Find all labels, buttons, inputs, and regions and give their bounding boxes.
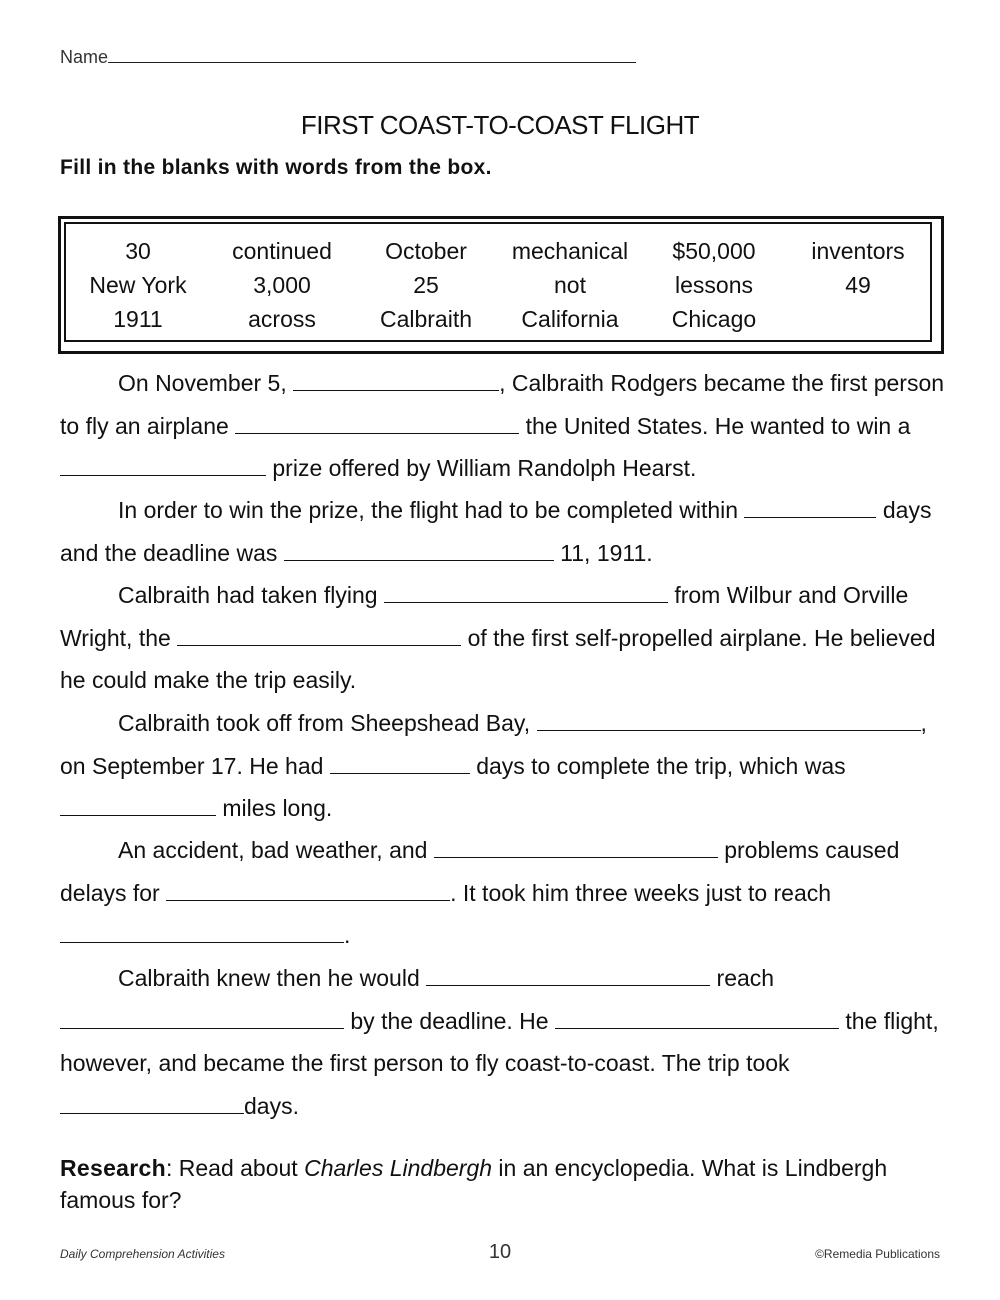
paragraph-3 (60, 574, 950, 702)
blank-6[interactable] (384, 578, 668, 603)
p1-text-b: , Calbraith Rodgers became the first person to fly an airplane (60, 370, 945, 439)
blank-14[interactable] (426, 961, 710, 986)
word-continued: continued (232, 238, 332, 264)
word-3000: 3,000 (253, 272, 311, 298)
name-label: Name (60, 47, 109, 67)
p1-text-a: On November 5, (118, 370, 287, 396)
paragraph-6 (60, 957, 950, 1127)
instructions: Fill in the blanks with words from the box. (60, 156, 492, 179)
footer-book-title: Daily Comprehension Activities (60, 1247, 225, 1261)
word-october: October (385, 238, 467, 264)
word-not: not (554, 272, 586, 298)
p3-text-a: Calbraith had taken flying (118, 582, 378, 608)
word-box-inner (64, 222, 932, 342)
page-number: 10 (488, 1241, 512, 1263)
word-49: 49 (845, 272, 871, 298)
name-field (60, 46, 636, 68)
p3-text-b: from Wilbur and Orville Wright, the (60, 582, 909, 651)
word-row-1 (66, 238, 930, 272)
p6-text-b: reach (716, 965, 775, 991)
word-california: California (521, 306, 619, 332)
research-prompt (60, 1152, 940, 1216)
p1-text-d: prize offered by William Randolph Hearst. (272, 455, 697, 481)
name-blank[interactable] (108, 46, 636, 63)
research-subject: Charles Lindbergh (304, 1155, 493, 1181)
blank-1[interactable] (293, 366, 499, 391)
blank-9[interactable] (330, 749, 470, 774)
research-label: Research (60, 1155, 166, 1181)
p4-text-c: days to complete the trip, which was (476, 752, 846, 779)
blank-15[interactable] (60, 1004, 344, 1029)
blank-17[interactable] (60, 1089, 244, 1114)
page-title: FIRST COAST-TO-COAST FLIGHT (300, 110, 700, 140)
p6-text-a: Calbraith knew then he would (118, 965, 420, 991)
word-row-3 (66, 306, 930, 340)
footer-copyright: ©Remedia Publications (815, 1247, 940, 1261)
p3-text-c: of the first self-propelled airplane. He believed he could make the trip easily. (60, 624, 936, 693)
research-text-before: : Read about (165, 1155, 298, 1181)
word-inventors: inventors (811, 238, 905, 264)
blank-8[interactable] (537, 706, 921, 731)
word-row-2 (66, 272, 930, 306)
p2-text-a: In order to win the prize, the flight had to be completed within (118, 497, 739, 523)
p6-text-e: days. (244, 1092, 299, 1119)
word-empty (786, 306, 930, 340)
word-50000: $50,000 (672, 238, 756, 264)
p5-text-b: problems caused delays for (60, 837, 900, 906)
blank-3[interactable] (60, 451, 266, 476)
word-calbraith: Calbraith (379, 306, 473, 332)
research-text-after: in an encyclopedia. What is Lindbergh famous for? (60, 1155, 888, 1213)
p5-text-c: . It took him three weeks just to reach (450, 879, 832, 906)
p2-text-c: 11, 1911. (560, 539, 653, 566)
word-box (58, 216, 944, 354)
paragraph-5 (60, 829, 950, 957)
p5-text-d: . (344, 922, 351, 948)
blank-12[interactable] (166, 876, 450, 901)
blank-7[interactable] (177, 621, 461, 646)
blank-13[interactable] (60, 918, 344, 943)
p4-text-a: Calbraith took off from Sheepshead Bay, (118, 710, 531, 736)
word-1911: 1911 (113, 306, 163, 332)
paragraph-1 (60, 362, 950, 490)
blank-11[interactable] (434, 833, 718, 858)
word-lessons: lessons (675, 272, 753, 298)
blank-4[interactable] (744, 493, 876, 518)
blank-16[interactable] (555, 1004, 839, 1029)
p2-text-b: days and the deadline was (60, 497, 932, 566)
p4-text-d: miles long. (222, 795, 333, 821)
p6-text-d: the flight, however, and became the first person to fly coast-to-coast. The trip took (60, 1007, 939, 1076)
blank-10[interactable] (60, 791, 216, 816)
p6-text-c: by the deadline. He (350, 1007, 549, 1034)
p5-text-a: An accident, bad weather, and (118, 837, 428, 863)
p1-text-c: the United States. He wanted to win a (525, 412, 911, 439)
paragraph-2 (60, 489, 950, 574)
blank-5[interactable] (284, 536, 554, 561)
word-25: 25 (413, 272, 439, 298)
word-new-york: New York (89, 272, 187, 298)
blank-2[interactable] (235, 409, 519, 434)
word-30: 30 (125, 238, 151, 264)
word-chicago: Chicago (671, 306, 757, 332)
paragraph-4 (60, 702, 950, 830)
word-mechanical: mechanical (511, 238, 629, 264)
p4-text-b: , on September 17. He had (60, 710, 927, 779)
word-across: across (248, 306, 316, 332)
